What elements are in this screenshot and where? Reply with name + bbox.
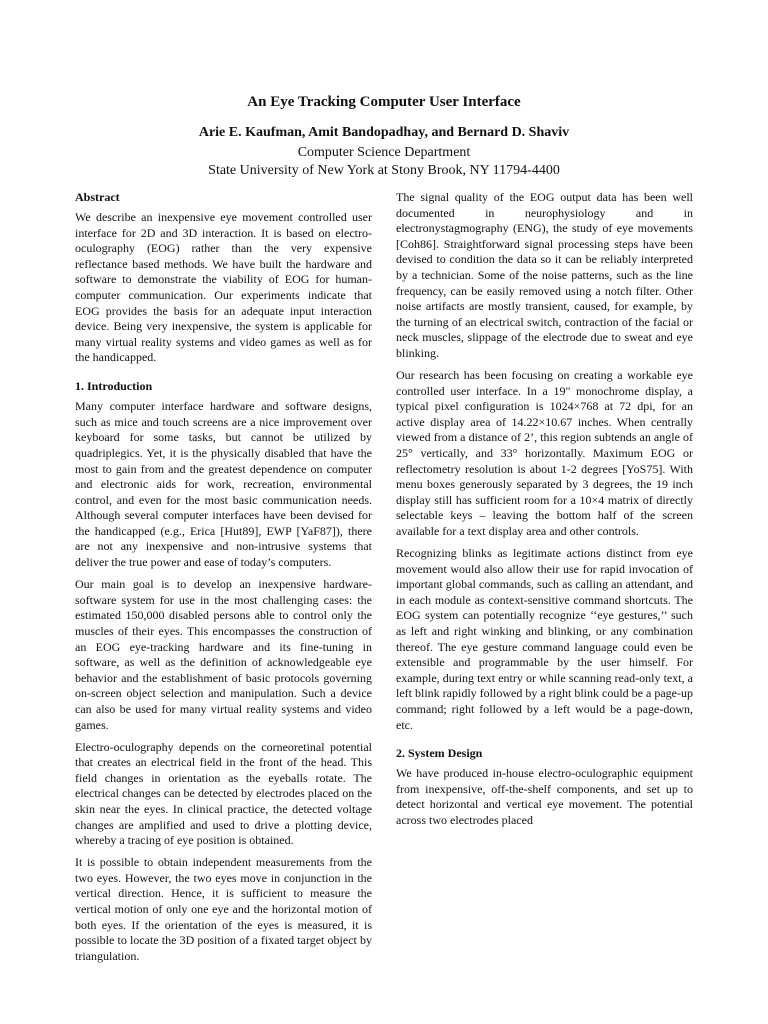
paper-title: An Eye Tracking Computer User Interface bbox=[247, 94, 521, 110]
affiliation-department: Computer Science Department bbox=[297, 145, 471, 160]
intro-paragraph-2: Our main goal is to develop an inexpensive hardware-software system for use in the most challenging cases: the estimated 150,000 disabled persons able to control only the muscles of their eyes. This encompasses the construction of an EOG eye-tracking hardware and its fine-tuning in software, as well as the definition of acknowledgeable eye behavior and the establishment of basic protocols governing on-screen object selection and manipulation. Such a device can also be used for many virtual reality systems and video games. bbox=[75, 577, 372, 732]
intro-paragraph-3: Electro-oculography depends on the corneoretinal potential that creates an electrical field in the front of the head. This field changes in orientation as the eyeballs rotate. The electrical changes can be detected by electrodes placed on the skin near the eyes. In clinical practice, the detected voltage changes are amplified and used to drive a plotting device, whereby a tracing of eye position is obtained. bbox=[75, 739, 372, 848]
right-column bbox=[396, 190, 693, 835]
intro-paragraph-6: Our research has been focusing on creating a workable eye controlled user interface. In a 19" monochrome display, a typical pixel configuration is 1024×768 at 72 dpi, for an active display area of 14.22×10.67 inches. When centrally viewed from a distance of 2’, this region subtends an angle of 25° vertically, and 33° horizontally. Maximum EOG or reflectometry resolution is about 1-2 degrees [YoS75]. With menu boxes generously separated by 3 degrees, the 19 inch display still has sufficient room for a 10×4 matrix of directly selectable keys – leaving the bottom half of the screen available for a text display area and other controls. bbox=[396, 368, 693, 538]
intro-paragraph-1: Many computer interface hardware and software designs, such as mice and touch screens are a nice improvement over keyboard for some tasks, but cannot be utilized by quadriplegics. Yet, it is the physically disabled that have the most to gain from and the greatest dependence on computer and electronic aids for work, recreation, environmental control, and even for the most basic communication needs. Although several computer interfaces have been devised for the handicapped (e.g., Erica [Hut89], EWP [YaF87]), there are not any inexpensive and non-intrusive systems that deliver the true power and ease of today’s computers. bbox=[75, 399, 372, 570]
intro-paragraph-7: Recognizing blinks as legitimate actions distinct from eye movement would also allow their use for rapid invocation of important global commands, such as calling an attendant, and in each module as context-sensitive command shortcuts. The EOG system can potentially recognize ‘‘eye gestures,’’ such as left and right winking and blinking, or any combination thereof. The eye gesture command language could even be extensible and programmable by the user himself. For example, during text entry or while scanning read-only text, a left blink rapidly followed by a right blink could be a page-up command; right followed by a left would be a page-down, etc. bbox=[396, 546, 693, 732]
affiliation-university: State University of New York at Stony Brook, NY 11794-4400 bbox=[208, 163, 560, 178]
author-list: Arie E. Kaufman, Amit Bandopadhay, and Bernard D. Shaviv bbox=[198, 125, 570, 140]
left-column bbox=[75, 190, 372, 971]
abstract-text: We describe an inexpensive eye movement controlled user interface for 2D and 3D interaction. It is based on electro-oculography (EOG) rather than the very expensive reflectance based methods. We have built the hardware and software to demonstrate the viability of EOG for human-computer communication. Our experiments indicate that EOG provides the basis for an adequate input interaction device. Being very inexpensive, the system is applicable for many virtual reality systems and video games as well as for the handicapped. bbox=[75, 210, 372, 365]
abstract-heading: Abstract bbox=[75, 190, 120, 204]
intro-paragraph-5: The signal quality of the EOG output data has been well documented in neurophysiology and in electronystagmography (ENG), the study of eye movements [Coh86]. Straightforward signal processing steps have been devised to condition the data so it can be reliably interpreted by a technician. Some of the noise patterns, such as the line frequency, can be easily removed using a notch filter. Other noise artifacts are mostly transient, caused, for example, by the turning of an electrical switch, contraction of the facial or neck muscles, slippage of the electrode due to sweat and eye blinking. bbox=[396, 190, 693, 360]
intro-paragraph-4: It is possible to obtain independent measurements from the two eyes. However, the two eyes move in conjunction in the vertical direction. Hence, it is sufficient to measure the vertical motion of only one eye and the horizontal motion of both eyes. If the orientation of the eyes is measured, it is possible to locate the 3D position of a fixated target object by triangulation. bbox=[75, 855, 372, 963]
system-design-paragraph: We have produced in-house electro-oculographic equipment from inexpensive, off-the-shelf components, and set up to detect horizontal and vertical eye movement. The potential across two electrodes placed bbox=[396, 766, 693, 828]
section-heading-introduction: 1. Introduction bbox=[75, 379, 153, 394]
affiliation bbox=[0, 144, 768, 180]
section-heading-system-design: 2. System Design bbox=[396, 746, 483, 761]
